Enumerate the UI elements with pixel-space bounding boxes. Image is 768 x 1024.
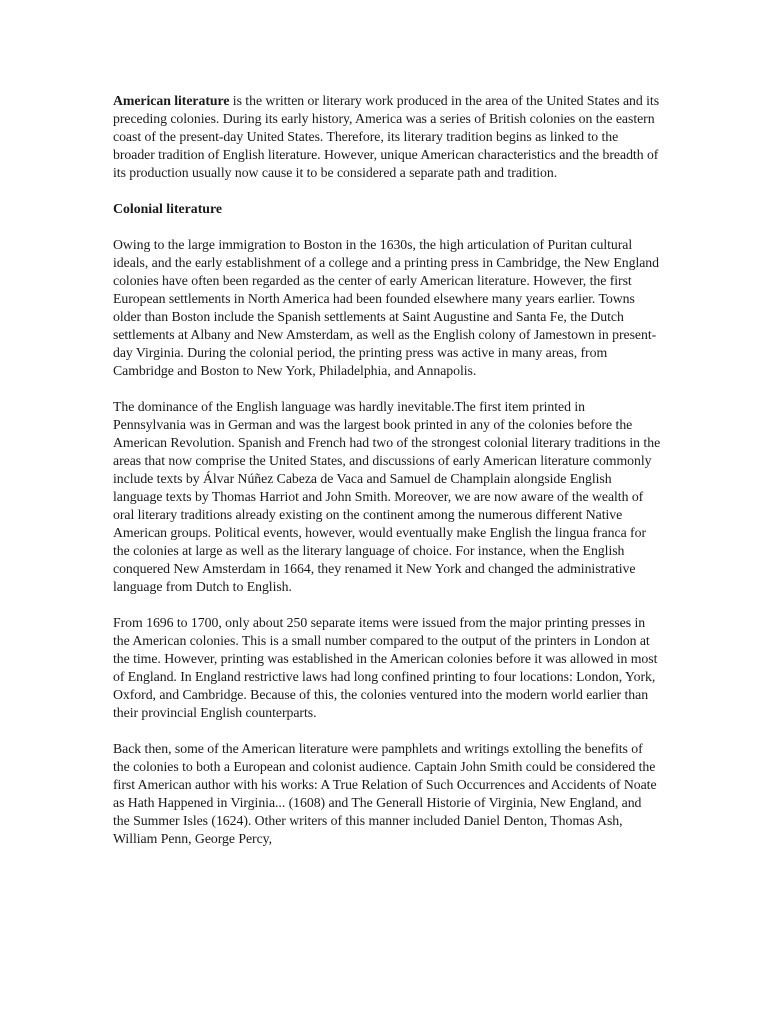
paragraph-colonial-boston: Owing to the large immigration to Boston in the 1630s, the high articulation of Puritan cultural ideals, and the early establishment of a college and a printing press in Cambridge, the New England colonies have often been regarded as the center of early American literature. However, the first European settlements in North America had been founded elsewhere many years earlier. Towns older than Boston include the Spanish settlements at Saint Augustine and Santa Fe, the Dutch settlements at Albany and New Amsterdam, as well as the English colony of Jamestown in present-day Virginia. During the colonial period, the printing press was active in many areas, from Cambridge and Boston to New York, Philadelphia, and Annapolis. — [113, 237, 659, 378]
document-page — [113, 92, 661, 866]
paragraph-printing-presses: From 1696 to 1700, only about 250 separate items were issued from the major printing presses in the American colonies. This is a small number compared to the output of the printers in London at the time. However, printing was established in the American colonies before it was allowed in most of England. In England restrictive laws had long confined printing to four locations: London, York, Oxford, and Cambridge. Because of this, the colonies ventured into the modern world earlier than their provincial English counterparts. — [113, 615, 658, 720]
intro-text: is the written or literary work produced in the area of the United States and its preceding colonies. During its early history, America was a series of British colonies on the eastern coast of the present-day United States. Therefore, its literary tradition begins as linked to the broader tradition of English literature. However, unique American characteristics and the breadth of its production usually now cause it to be considered a separate path and tradition. — [113, 93, 660, 180]
paragraph-pamphlets: Back then, some of the American literature were pamphlets and writings extolling the benefits of the colonies to both a European and colonist audience. Captain John Smith could be considered the first American author with his works: A True Relation of Such Occurrences and Accidents of Noate as Hath Happened in Virginia... (1608) and The Generall Historie of Virginia, New England, and the Summer Isles (1624). Other writers of this manner included Daniel Denton, Thomas Ash, William Penn, George Percy, — [113, 741, 657, 846]
intro-paragraph — [113, 92, 661, 182]
paragraph-english-language: The dominance of the English language was hardly inevitable.The first item printed in Pennsylvania was in German and was the largest book printed in any of the colonies before the American Revolution. Spanish and French had two of the strongest colonial literary traditions in the areas that now comprise the United States, and discussions of early American literature commonly include texts by Álvar Núñez Cabeza de Vaca and Samuel de Champlain alongside English language texts by Thomas Harriot and John Smith. Moreover, we are now aware of the wealth of oral literary traditions already existing on the continent among the numerous different Native American groups. Political events, however, would eventually make English the lingua franca for the colonies at large as well as the literary language of choice. For instance, when the English conquered New Amsterdam in 1664, they renamed it New York and changed the administrative language from Dutch to English. — [113, 399, 661, 594]
section-heading: Colonial literature — [113, 201, 222, 216]
lead-term: American literature — [113, 93, 230, 108]
